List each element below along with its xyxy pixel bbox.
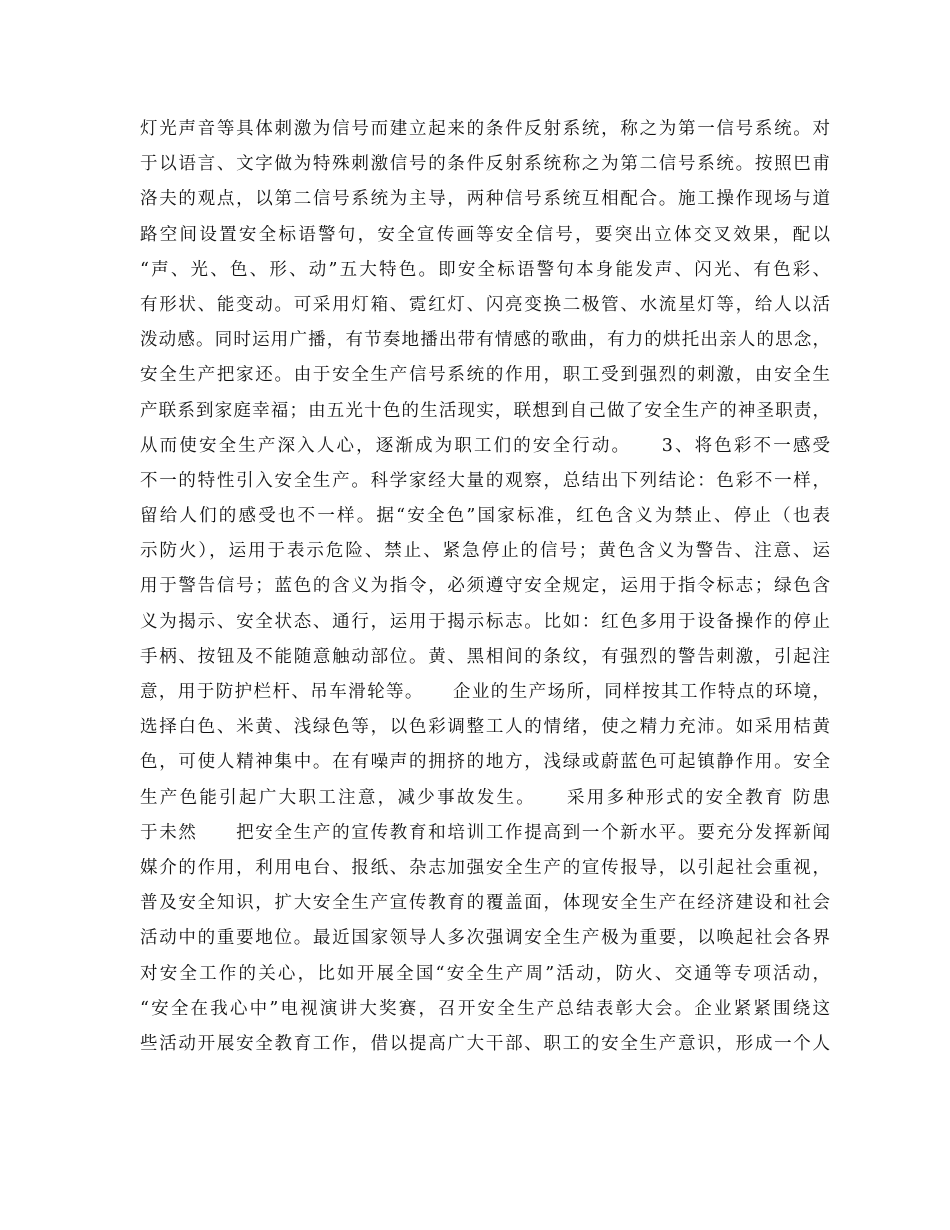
text-line: 对安全工作的关心，比如开展全国“安全生产周”活动，防火、交通等专项活动， — [140, 963, 830, 984]
text-line: 些活动开展安全教育工作，借以提高广大干部、职工的安全生产意识，形成一个人 — [140, 1033, 830, 1054]
text-line: 普及安全知识，扩大安全生产宣传教育的覆盖面，体现安全生产在经济建设和社会 — [140, 893, 830, 914]
text-line: “声、光、色、形、动”五大特色。即安全标语警句本身能发声、闪光、有色彩、 — [140, 259, 830, 280]
text-line: 用于警告信号；蓝色的含义为指令，必须遵守安全规定，运用于指令标志；绿色含 — [140, 576, 830, 597]
text-line: 从而使安全生产深入人心，逐渐成为职工们的安全行动。 3、将色彩不一感受 — [140, 435, 830, 456]
text-line: 色，可使人精神集中。在有噪声的拥挤的地方，浅绿或蔚蓝色可起镇静作用。安全 — [140, 752, 830, 773]
text-line: 示防火），运用于表示危险、禁止、紧急停止的信号；黄色含义为警告、注意、运 — [140, 541, 830, 562]
text-line: 泼动感。同时运用广播，有节奏地播出带有情感的歌曲，有力的烘托出亲人的思念， — [140, 330, 830, 351]
text-line: 手柄、按钮及不能随意触动部位。黄、黑相间的条纹，有强烈的警告刺激，引起注 — [140, 646, 830, 667]
text-line: 产联系到家庭幸福；由五光十色的生活现实，联想到自己做了安全生产的神圣职责， — [140, 400, 830, 421]
text-line: 媒介的作用，利用电台、报纸、杂志加强安全生产的宣传报导，以引起社会重视， — [140, 857, 830, 878]
text-line: 于未然 把安全生产的宣传教育和培训工作提高到一个新水平。要充分发挥新闻 — [140, 822, 830, 843]
text-line: “安全在我心中”电视演讲大奖赛，召开安全生产总结表彰大会。企业紧紧围绕这 — [140, 998, 830, 1019]
text-line: 安全生产把家还。由于安全生产信号系统的作用，职工受到强烈的刺激，由安全生 — [140, 365, 830, 386]
text-line: 意，用于防护栏杆、吊车滑轮等。 企业的生产场所，同样按其工作特点的环境， — [140, 682, 830, 702]
body-text — [140, 112, 830, 1062]
text-line: 于以语言、文字做为特殊刺激信号的条件反射系统称之为第二信号系统。按照巴甫 — [140, 154, 830, 175]
text-line: 灯光声音等具体刺激为信号而建立起来的条件反射系统，称之为第一信号系统。对 — [140, 119, 830, 139]
text-line: 生产色能引起广大职工注意，减少事故发生。 采用多种形式的安全教育 防患 — [140, 787, 830, 808]
text-line: 活动中的重要地位。最近国家领导人多次强调安全生产极为重要，以唤起社会各界 — [140, 928, 830, 949]
text-line: 洛夫的观点，以第二信号系统为主导，两种信号系统互相配合。施工操作现场与道 — [140, 189, 830, 210]
text-line: 选择白色、米黄、浅绿色等，以色彩调整工人的情绪，使之精力充沛。如采用桔黄 — [140, 717, 830, 738]
text-line: 路空间设置安全标语警句，安全宣传画等安全信号，要突出立体交叉效果，配以 — [140, 224, 830, 245]
text-line: 义为揭示、安全状态、通行，运用于揭示标志。比如：红色多用于设备操作的停止 — [140, 611, 830, 632]
text-line: 留给人们的感受也不一样。据“安全色”国家标准，红色含义为禁止、停止（也表 — [140, 506, 830, 527]
text-line: 不一的特性引入安全生产。科学家经大量的观察，总结出下列结论：色彩不一样， — [140, 470, 830, 491]
text-line: 有形状、能变动。可采用灯箱、霓红灯、闪亮变换二极管、水流星灯等，给人以活 — [140, 294, 830, 315]
